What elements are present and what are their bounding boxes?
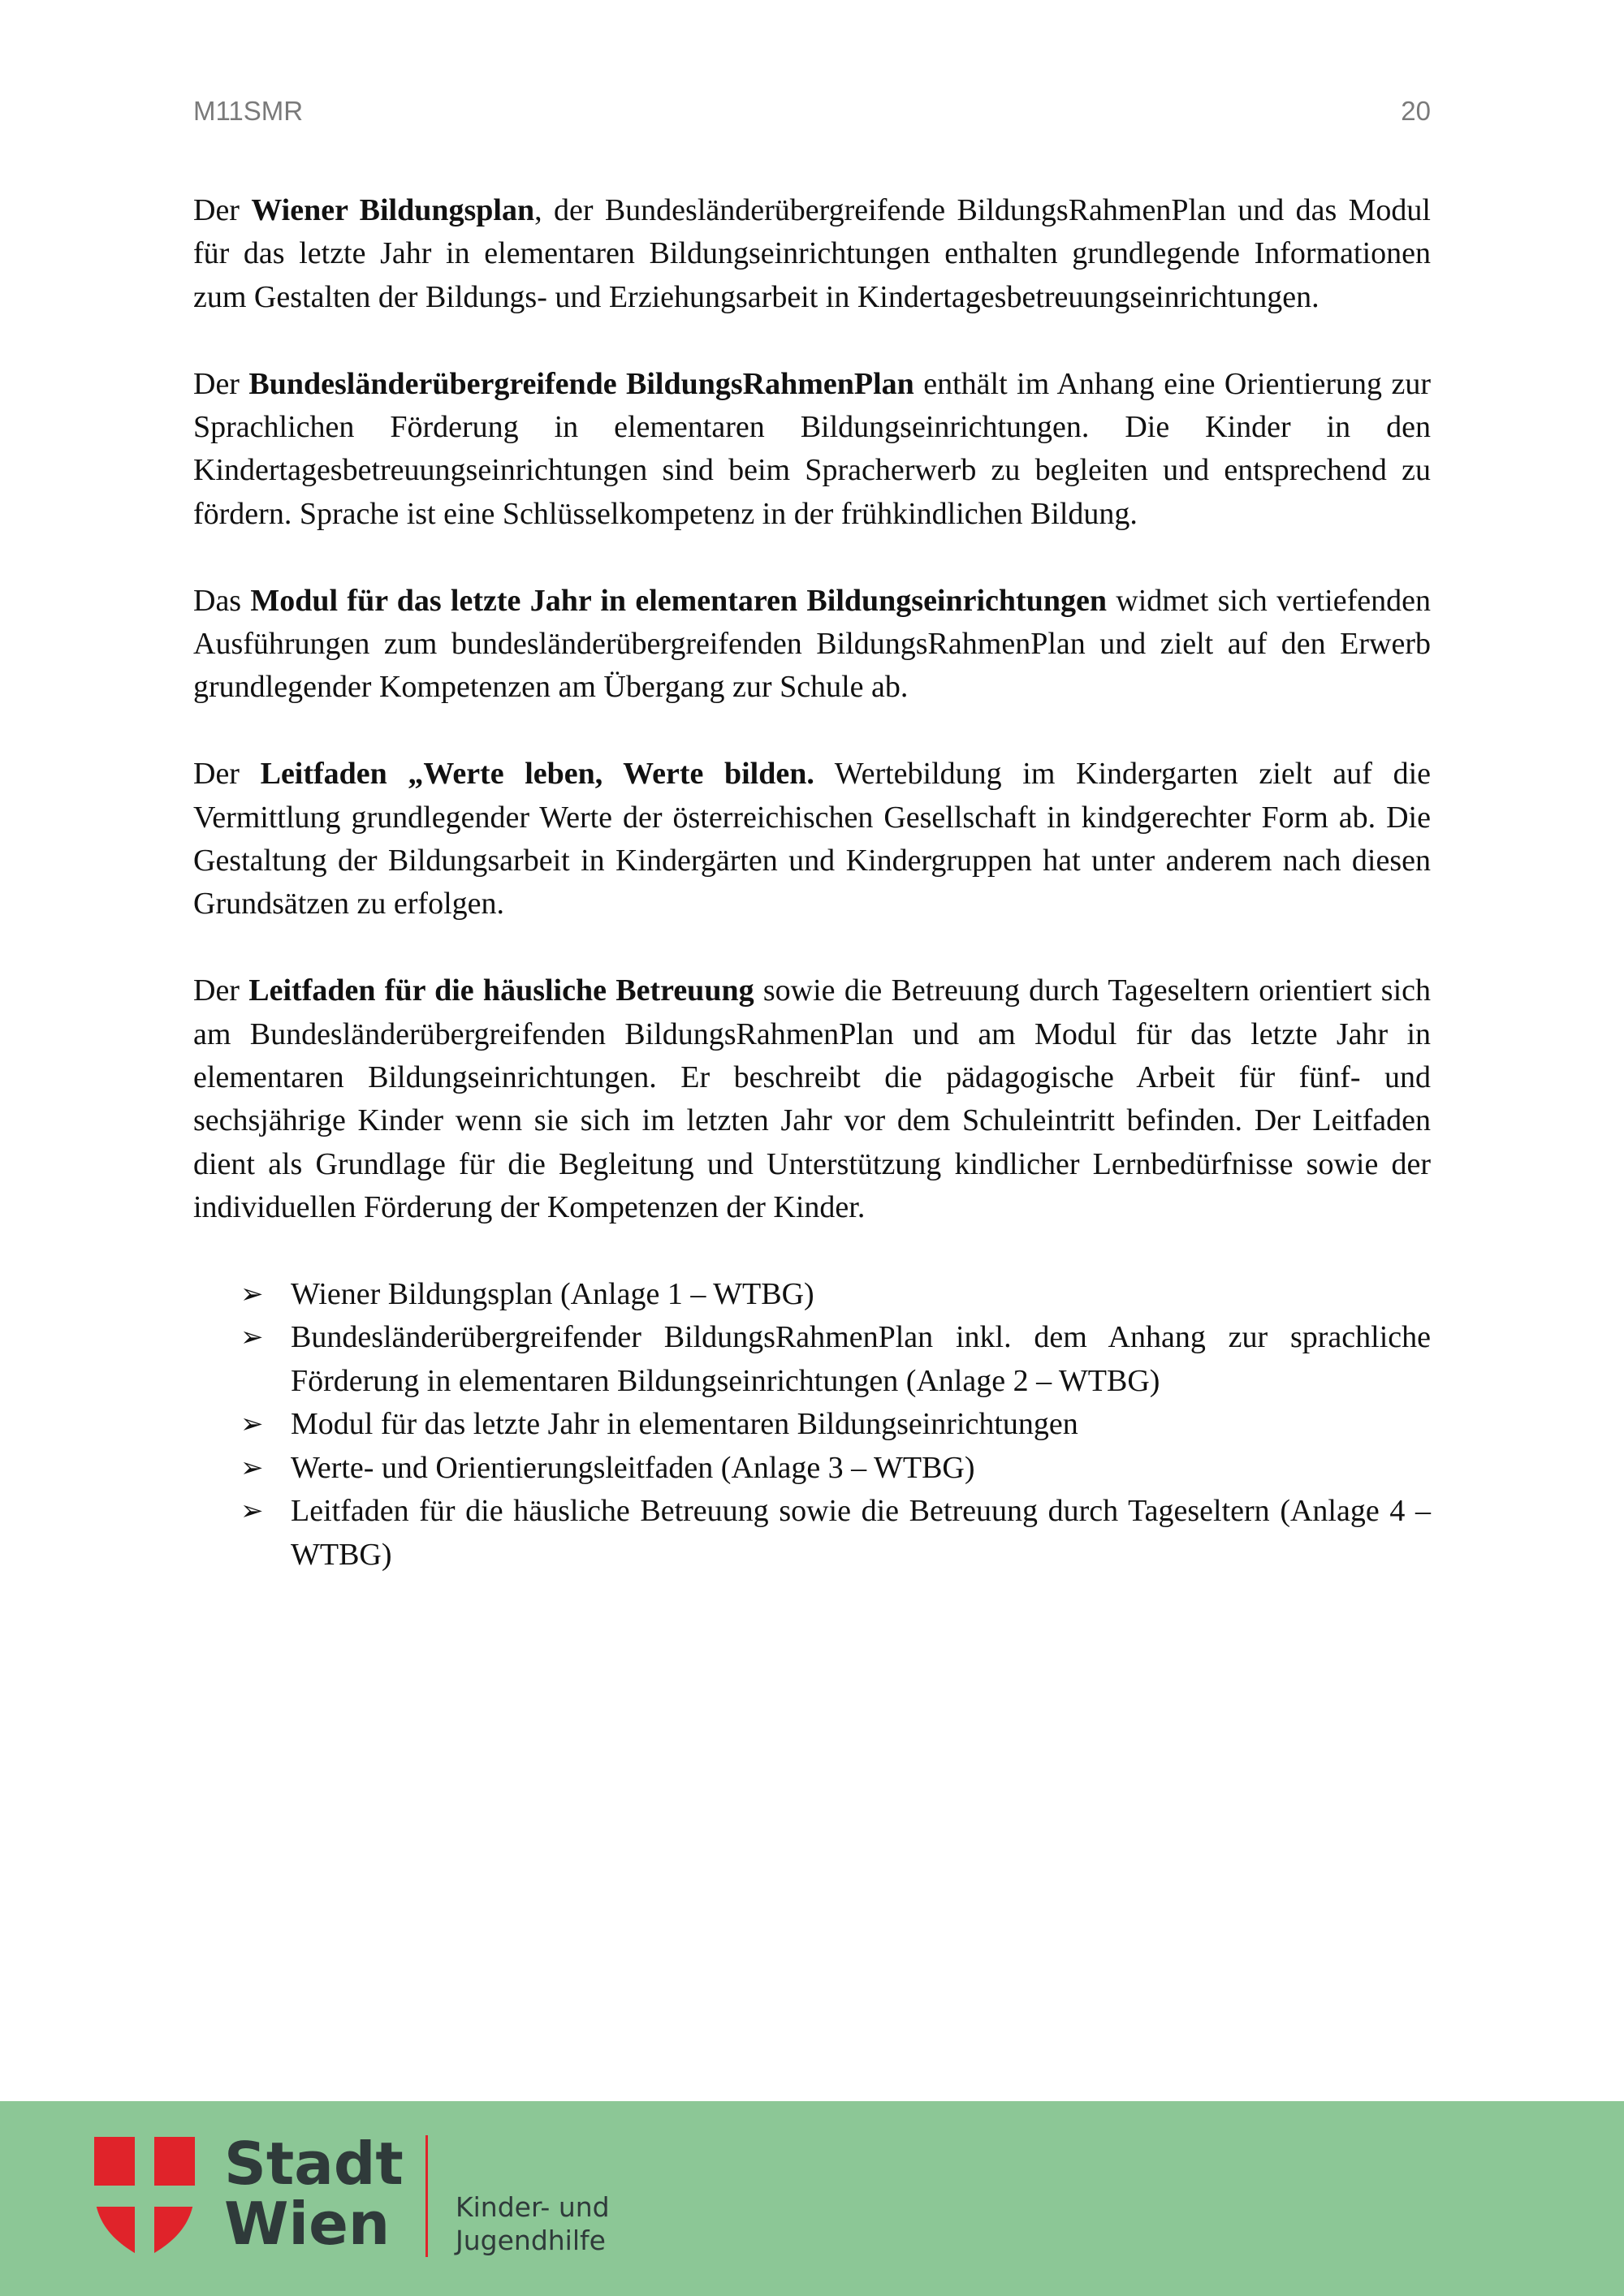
arrow-bullet-icon: ➢	[240, 1496, 264, 1527]
bold-term: Leitfaden für die häusliche Betreuung	[248, 973, 754, 1008]
page-content	[193, 189, 1431, 1577]
vienna-crest-icon	[94, 2137, 195, 2259]
paragraph-werte-leitfaden: Der Leitfaden „Werte leben, Werte bilden. Wertebildung im Kindergarten zielt auf die Vermittlung grundlegender Werte der österreichischen Gesellschaft in kindgerechter Form ab. Die Gestaltung der Bildungsarbeit in Kindergärten und Kindergruppen hat unter anderem nach diesen Grundsätzen zu erfolgen.	[193, 757, 1431, 921]
arrow-bullet-icon: ➢	[240, 1323, 264, 1353]
bold-term: Bundesländerübergreifende BildungsRahmenPlan	[248, 366, 914, 401]
page-number: 20	[1401, 96, 1431, 126]
logo-divider	[425, 2135, 428, 2257]
bold-term: Wiener Bildungsplan	[251, 193, 535, 227]
list-item: ➢ Bundesländerübergreifender BildungsRahmenPlan inkl. dem Anhang zur sprachliche Förderung in elementaren Bildungseinrichtungen (Anlage 2 – WTBG)	[291, 1316, 1431, 1403]
paragraph-wiener-bildungsplan: Der Wiener Bildungsplan, der Bundesländerübergreifende BildungsRahmenPlan und das Modul für das letzte Jahr in elementaren Bildungseinrichtungen enthalten grundlegende Informationen zum Gestalten der Bildungs- und Erziehungsarbeit in Kindertagesbetreuungseinrichtungen.	[193, 193, 1431, 314]
footer-banner	[0, 2101, 1624, 2296]
arrow-bullet-icon: ➢	[240, 1452, 264, 1483]
document-code: M11SMR	[193, 96, 304, 126]
paragraph-bildungsrahmenplan: Der Bundesländerübergreifende BildungsRahmenPlan enthält im Anhang eine Orientierung zur Sprachlichen Förderung in elementaren Bildungseinrichtungen. Die Kinder in den Kindertagesbetreuungseinrichtungen sind beim Spracherwerb zu begleiten und entsprechend zu fördern. Sprache ist eine Schlüsselkompetenz in der frühkindlichen Bildung.	[193, 366, 1431, 531]
list-item: ➢ Wiener Bildungsplan (Anlage 1 – WTBG)	[291, 1273, 1431, 1316]
department-name: Kinder- und Jugendhilfe	[456, 2191, 610, 2256]
bold-term: Leitfaden „Werte leben, Werte bilden.	[260, 757, 814, 792]
bold-term: Modul für das letzte Jahr in elementaren Bildungseinrichtungen	[250, 583, 1107, 618]
reference-list	[193, 1273, 1431, 1577]
arrow-bullet-icon: ➢	[240, 1409, 264, 1440]
list-item: ➢ Modul für das letzte Jahr in elementaren Bildungseinrichtungen	[291, 1403, 1431, 1446]
list-item: ➢ Leitfaden für die häusliche Betreuung sowie die Betreuung durch Tageseltern (Anlage 4 – WTBG)	[291, 1490, 1431, 1577]
list-item: ➢ Werte- und Orientierungsleitfaden (Anlage 3 – WTBG)	[291, 1447, 1431, 1490]
stadt-wien-logo-text: Stadt Wien	[224, 2130, 404, 2258]
page-header	[193, 96, 1431, 127]
paragraph-modul-letztes-jahr: Das Modul für das letzte Jahr in elementaren Bildungseinrichtungen widmet sich vertiefenden Ausführungen zum bundesländerübergreifenden BildungsRahmenPlan und zielt auf den Erwerb grundlegender Kompetenzen am Übergang zur Schule ab.	[193, 583, 1431, 705]
arrow-bullet-icon: ➢	[240, 1280, 264, 1310]
paragraph-haeusliche-betreuung: Der Leitfaden für die häusliche Betreuung sowie die Betreuung durch Tageseltern orientiert sich am Bundesländerübergreifenden BildungsRahmenPlan und am Modul für das letzte Jahr in elementaren Bildungseinrichtungen. Er beschreibt die pädagogische Arbeit für fünf- und sechsjährige Kinder wenn sie sich im letzten Jahr vor dem Schuleintritt befinden. Der Leitfaden dient als Grundlage für die Begleitung und Unterstützung kindlicher Lernbedürfnisse sowie der individuellen Förderung der Kompetenzen der Kinder.	[193, 973, 1431, 1225]
